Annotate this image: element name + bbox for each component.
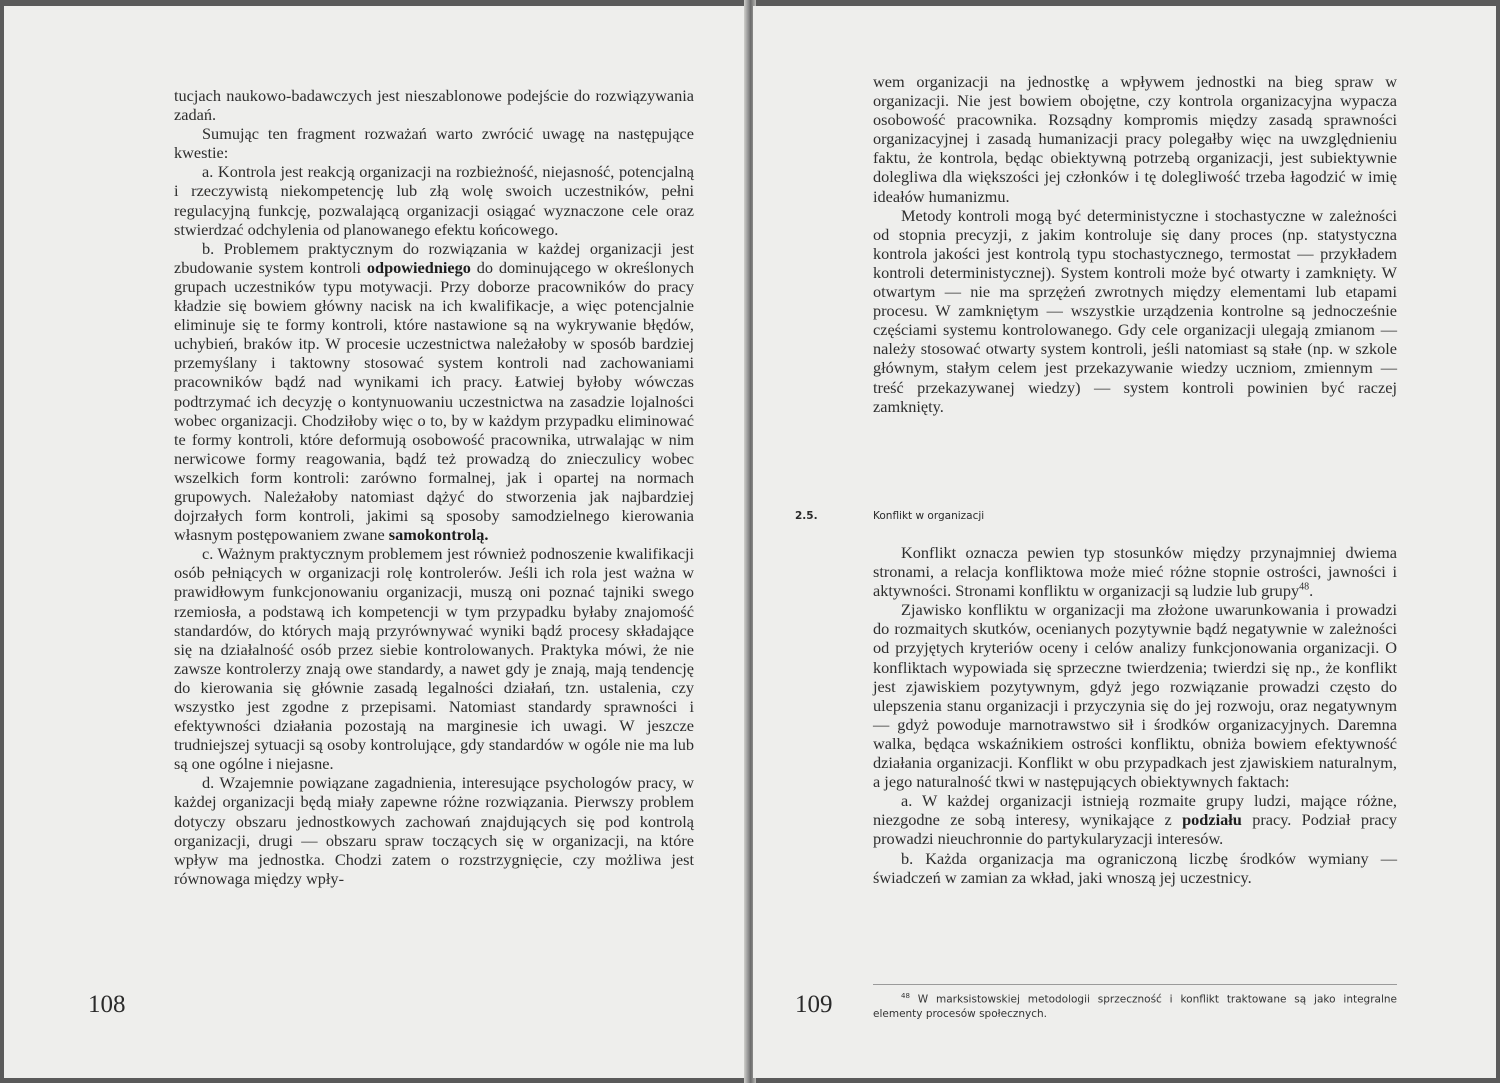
footnote-text	[873, 989, 1397, 1021]
text-run: W marksistowskiej metodologii sprzeczność i konflikt traktowane są jako integralne elementy procesów społecznych.	[873, 993, 1397, 1020]
paragraph: c. Ważnym praktycznym problemem jest również podnoszenie kwalifikacji osób pełniących w organizacji rolę kontrolerów. Jeśli ich rola jest ważna w prawidłowym funkcjonowaniu organizacji, muszą oni poznać tajniki swego rzemiosła, a podstawą ich kompetencji w tym przypadku byłaby znajomość standardów, do których mają przyrównywać wyniki bądź procesy składające się na działalność osób przez siebie kontrolowanych. Praktyka mówi, że nie zawsze kontrolerzy znają owe standardy, a nawet gdy je znają, mają tendencję do kierowania się głównie zasadą legalności działań, tzn. ustalenia, czy wszystko jest zgodne z przepisami. Natomiast standardy sprawności i efektywności działania pozostają na marginesie ich uwagi. W jeszcze trudniejszej sytuacji są osoby kontrolujące, gdy standardów w ogóle nie ma lub są one ogólne i niejasne.	[174, 544, 694, 774]
right-page-text-section	[873, 543, 1397, 887]
paragraph	[873, 543, 1397, 600]
left-page-text	[174, 86, 694, 888]
footnote-ref: 48	[1299, 581, 1310, 593]
bold-term: podziału	[1182, 810, 1242, 830]
paragraph: wem organizacji na jednostkę a wpływem jednostki na bieg spraw w organizacji. Nie jest bowiem obojętne, czy kontrola organizacyjna wypacza osobowość pracownika. Rozsądny kompromis między zasadą sprawności organizacyjnej i zasadą humanizacji pracy polegałby więc na uwzględnieniu faktu, że kontrola, będąc obiektywną potrzebą organizacji, jest subiektywnie dolegliwa dla większości jej członków i tę dolegliwość trzeba łagodzić w imię ideałów humanizmu.	[873, 72, 1397, 206]
paragraph: d. Wzajemnie powiązane zagadnienia, interesujące psychologów pracy, w każdej organizacji będą miały zapewne różne rozwiązania. Pierwszy problem dotyczy obszaru jednostkowych zachowań znajdujących się pod kontrolą organizacji, drugi — obszaru spraw toczących się w organizacji, na które wpływ ma jednostka. Chodzi zatem o rozstrzygnięcie, czy możliwa jest równowaga między wpły-	[174, 773, 694, 888]
right-page-text-top	[873, 72, 1397, 416]
text-run: .	[1309, 581, 1314, 601]
paragraph	[174, 239, 694, 545]
text-run: Konflikt oznacza pewien typ stosunków między przynajmniej dwiema stronami, a relacja konfliktowa może mieć różne stopnie ostrości, jawności i aktywności. Stronami konfliktu w organizacji są ludzie lub grupy	[873, 543, 1397, 601]
left-page	[4, 6, 748, 1078]
paragraph	[873, 791, 1397, 848]
text-run: b. Problemem praktycznym do rozwiązania w każdej organizacji jest zbudowanie system kontroli	[174, 238, 694, 277]
paragraph: tucjach naukowo-badawczych jest nieszablonowe podejście do rozwiązywania zadań.	[174, 86, 694, 125]
page-number: 109	[795, 991, 833, 1018]
footnote	[873, 984, 1397, 1021]
bold-term: odpowiedniego	[366, 257, 471, 277]
section-title: Konflikt w organizacji	[873, 510, 985, 522]
paragraph: Zjawisko konfliktu w organizacji ma złożone uwarunkowania i prowadzi do rozmaitych skutków, ocenianych pozytywnie bądź negatywnie w zależności od przyjętych kryteriów oceny i celów analizy funkcjonowania organizacji. O konfliktach wypowiada się sprzeczne twierdzenia; twierdzi się np., że konflikt jest zjawiskiem pozytywnym, gdyż jego rozwiązanie prowadzi często do ulepszenia stanu organizacji i przyczynia się do jej rozwoju, oraz negatywnym — gdyż powoduje marnotrawstwo sił i środków organizacyjnych. Daremna walka, będąca wskaźnikiem ostrości konfliktu, obniża bowiem efektywność działania organizacji. Konflikt w obu przypadkach jest zjawiskiem naturalnym, a jego naturalność tkwi w następujących obiektywnych faktach:	[873, 600, 1397, 792]
text-run: a. W każdej organizacji istnieją rozmaite grupy ludzi, mające różne, niezgodne ze sobą interesy, wynikające z	[873, 791, 1397, 830]
footnote-number: 48	[901, 992, 910, 1000]
text-run: do dominującego w określonych grupach uczestników typu motywacji. Przy doborze pracowników do pracy kładzie się bowiem główny nacisk na ich kwalifikacje, a więc potencjalnie eliminuje się te formy kontroli, które nastawione są na wykrywanie błędów, uchybień, braków itp. W procesie uczestnictwa należałoby w sposób bardziej przemyślany i taktowny stosować system kontroli nad zachowaniami pracowników bądź nad wynikami ich pracy. Łatwiej byłoby wówczas podtrzymać ich decyzję o kontynuowaniu uczestnictwa na zasadzie lojalności wobec organizacji. Chodziłoby więc o to, by w każdym przypadku eliminować te formy kontroli, które deformują osobowość pracownika, utrwalając w nim nerwicowe formy reagowania, bądź też prowadzą do znieczulicy wobec wszelkich form kontroli: zarówno formalnej, jak i opartej na normach grupowych. Należałoby natomiast dążyć do stworzenia jak najbardziej dojrzałych form kontroli, jakimi są sposoby samodzielnego kierowania własnym postępowaniem zwane	[174, 257, 694, 545]
bold-term: samokontrolą.	[388, 525, 489, 545]
right-page	[753, 6, 1496, 1078]
section-number: 2.5.	[795, 510, 818, 522]
paragraph: b. Każda organizacja ma ograniczoną liczbę środków wymiany — świadczeń w zamian za wkład, jaki wnoszą jej uczestnicy.	[873, 848, 1397, 887]
text-run: pracy. Podział pracy prowadzi nieuchronnie do partykularyzacji interesów.	[873, 810, 1398, 849]
page-number: 108	[88, 991, 126, 1018]
paragraph: Metody kontroli mogą być deterministyczne i stochastyczne w zależności od stopnia precyzji, z jakim kontroluje się dany proces (np. statystyczna kontrola jakości jest kontrolą typu stochastycznego, termostat — przykładem kontroli deterministycznej). System kontroli może być otwarty i zamknięty. W otwartym — nie ma sprzężeń zwrotnych między elementami lub etapami procesu. W zamkniętym — wszystkie urządzenia kontrolne są jednocześnie częściami systemu kontrolowanego. Gdy cele organizacji ulegają zmianom — należy stosować otwarty system kontroli, jeśli natomiast są stałe (np. w szkole głównym, stałym celem jest przekazywanie wiedzy uczniom, zmiennym — treść przekazywanej wiedzy) — system kontroli powinien być raczej zamknięty.	[873, 205, 1397, 416]
paragraph: a. Kontrola jest reakcją organizacji na rozbieżność, niejasność, potencjalną i rzeczywistą niekompetencję lub złą wolę swoich uczestników, pełni regulacyjną funkcję, pozwalającą organizacji osiągać wyznaczone cele oraz stwierdzać odchylenia od planowanego efektu końcowego.	[174, 162, 694, 239]
paragraph: Sumując ten fragment rozważań warto zwrócić uwagę na następujące kwestie:	[174, 124, 694, 163]
